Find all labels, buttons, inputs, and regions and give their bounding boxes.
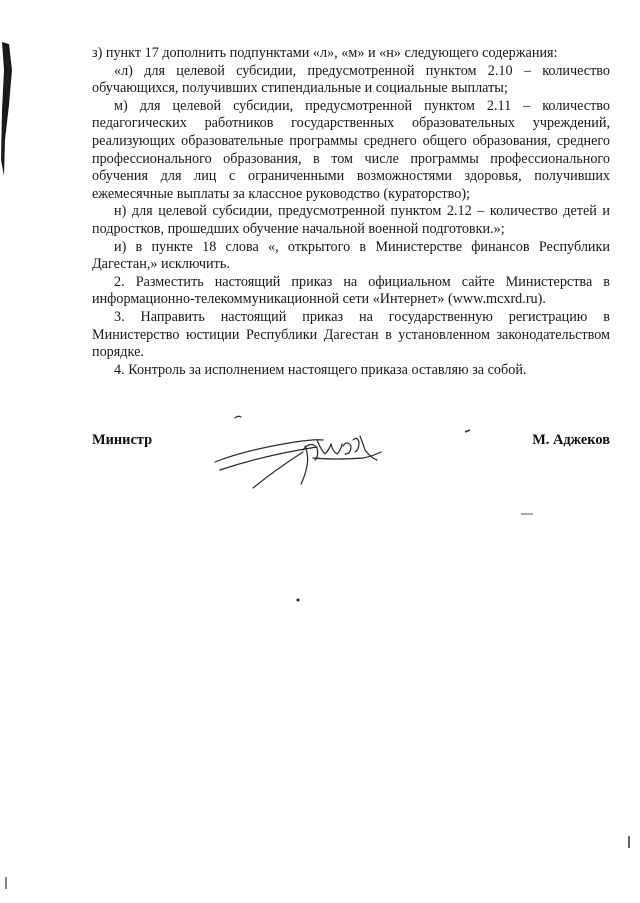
document-body (92, 45, 610, 379)
paragraph-l: «л) для целевой субсидии, предусмотренной пунктом 2.10 – количество обучающихся, получивших стипендиальные и социальные выплаты; (92, 62, 610, 97)
signatory-name: М. Аджеков (532, 432, 610, 448)
scan-speck (296, 598, 300, 602)
paragraph-2: 2. Разместить настоящий приказ на официальном сайте Министерства в информационно-телекоммуникационной сети «Интернет» (www.mcxrd.ru). (92, 273, 610, 308)
signature-row (92, 432, 610, 456)
scan-speck (4, 876, 8, 890)
scan-edge-mark (0, 40, 20, 180)
paragraph-4: 4. Контроль за исполнением настоящего приказа оставляю за собой. (114, 361, 527, 378)
paragraph-3: 3. Направить настоящий приказ на государственную регистрацию в Министерство юстиции Республики Дагестан в установленном законодательством порядке. (92, 308, 610, 361)
scan-speck (520, 512, 534, 516)
paragraph-m: м) для целевой субсидии, предусмотренной пунктом 2.11 – количество педагогических работников государственных образовательных учреждений, реализующих образовательные программы среднего общего образования, среднего профессионального образования, в том числе программы профессионального обучения для лиц с ограниченными возможностями здоровья, получивших ежемесячные выплаты за классное руководство (кураторство); (92, 97, 610, 202)
scan-speck (626, 835, 632, 849)
signatory-title: Министр (92, 432, 153, 448)
paragraph-i: и) в пункте 18 слова «, открытого в Министерстве финансов Республики Дагестан,» исключить. (92, 238, 610, 273)
paragraph-n: н) для целевой субсидии, предусмотренной пунктом 2.12 – количество детей и подростков, прошедших обучение начальной военной подготовки.»; (92, 203, 610, 237)
scan-speck (464, 428, 472, 434)
paragraph-z: з) пункт 17 дополнить подпунктами «л», «м» и «н» следующего содержания: (92, 45, 558, 61)
